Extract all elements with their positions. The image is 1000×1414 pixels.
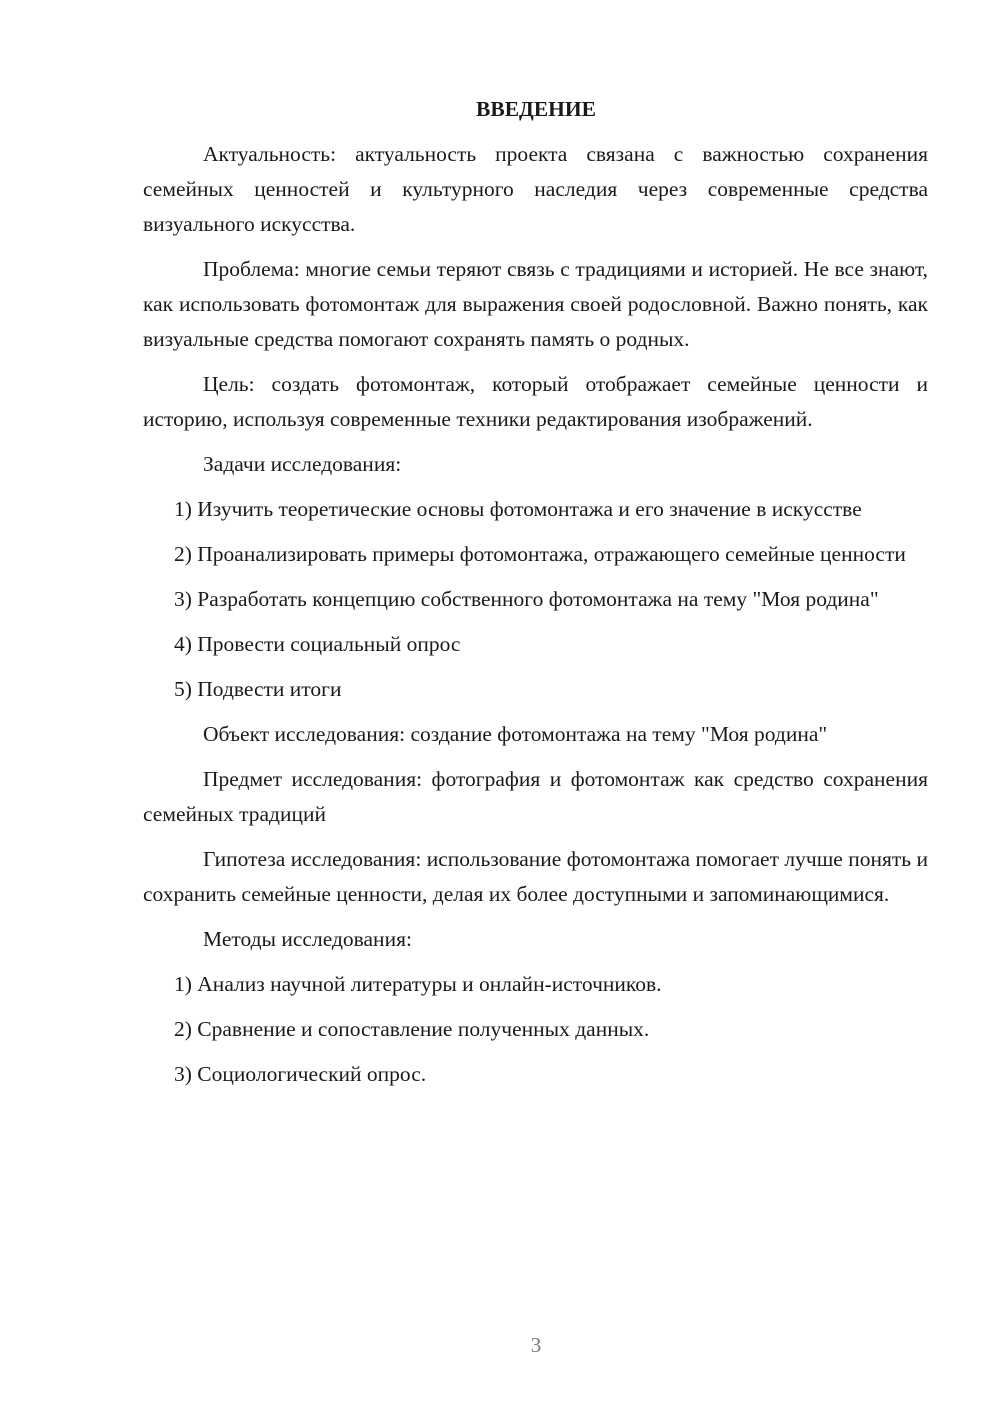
page-number: 3	[530, 1333, 542, 1357]
task-item: 5) Подвести итоги	[174, 677, 342, 701]
relevance-paragraph: Актуальность: актуальность проекта связана с важностью сохранения семейных ценностей и культурного наследия через современные средства визуального искусства.	[143, 142, 928, 236]
document-page	[143, 92, 928, 1102]
method-item: 3) Социологический опрос.	[174, 1062, 427, 1086]
task-item: 1) Изучить теоретические основы фотомонтажа и его значение в искусстве	[174, 497, 862, 521]
task-item: 4) Провести социальный опрос	[174, 632, 461, 656]
methods-title: Методы исследования:	[203, 927, 412, 951]
tasks-title: Задачи исследования:	[203, 452, 402, 476]
method-item: 1) Анализ научной литературы и онлайн-источников.	[174, 972, 662, 996]
task-item: 2) Проанализировать примеры фотомонтажа, отражающего семейные ценности	[174, 542, 906, 566]
object-paragraph: Объект исследования: создание фотомонтажа на тему "Моя родина"	[203, 722, 828, 746]
goal-paragraph: Цель: создать фотомонтаж, который отображает семейные ценности и историю, используя современные техники редактирования изображений.	[143, 372, 928, 431]
method-item: 2) Сравнение и сопоставление полученных данных.	[174, 1017, 650, 1041]
section-heading: ВВЕДЕНИЕ	[476, 97, 596, 121]
subject-paragraph: Предмет исследования: фотография и фотомонтаж как средство сохранения семейных традиций	[143, 767, 928, 826]
problem-paragraph: Проблема: многие семьи теряют связь с традициями и историей. Не все знают, как использовать фотомонтаж для выражения своей родословной. Важно понять, как визуальные средства помогают сохранять память о родных.	[143, 257, 928, 351]
task-item: 3) Разработать концепцию собственного фотомонтажа на тему "Моя родина"	[174, 587, 879, 611]
hypothesis-paragraph: Гипотеза исследования: использование фотомонтажа помогает лучше понять и сохранить семейные ценности, делая их более доступными и запоминающимися.	[143, 847, 928, 906]
